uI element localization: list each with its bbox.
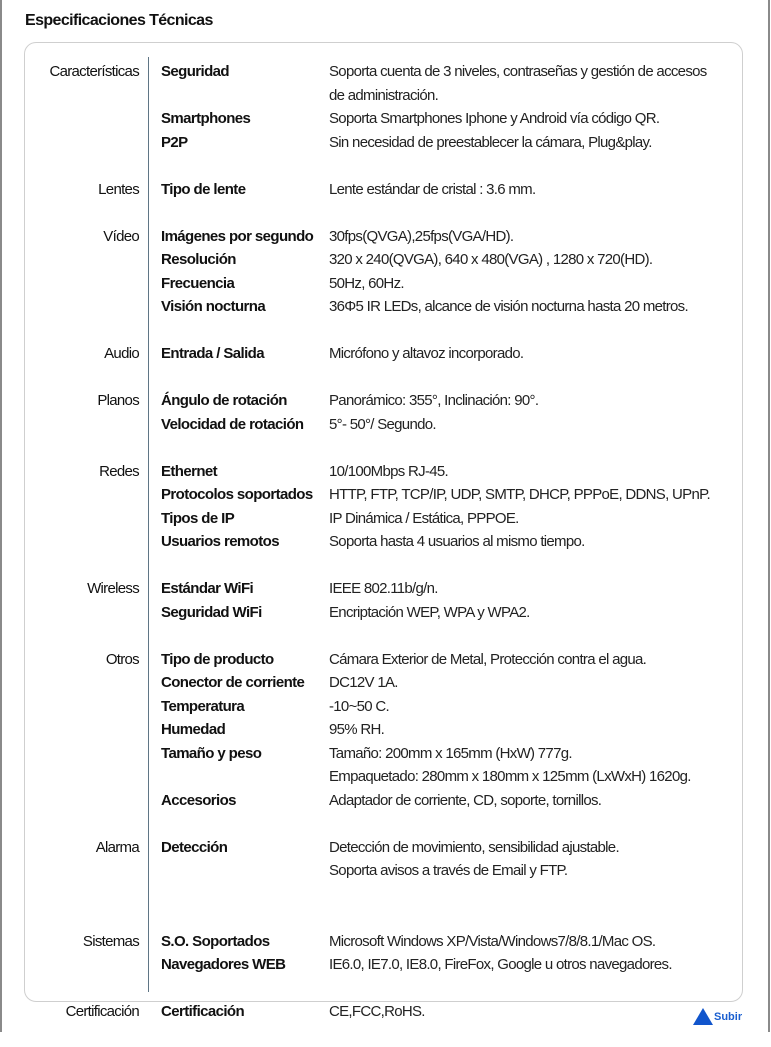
spec-label: Tamaño y peso xyxy=(161,744,262,762)
spec-group xyxy=(0,930,771,977)
spec-label: Entrada / Salida xyxy=(161,345,264,362)
spec-category: Certificación xyxy=(65,1003,139,1020)
spec-category: Sistemas xyxy=(82,932,139,950)
spec-group xyxy=(0,178,771,202)
spec-category: Wireless xyxy=(87,580,139,597)
spec-value: IE6.0, IE7.0, IE8.0, FireFox, Google u otros navegadores. xyxy=(329,956,672,973)
spec-group xyxy=(0,389,771,436)
spec-row xyxy=(0,107,771,131)
spec-group xyxy=(0,577,771,624)
spec-label: Conector de corriente xyxy=(161,674,305,691)
spec-category: Alarma xyxy=(95,838,139,856)
spec-label: Imágenes por segundo xyxy=(161,227,314,245)
spec-label: Detección xyxy=(161,838,228,856)
spec-row xyxy=(0,859,771,883)
spec-label: Protocolos soportados xyxy=(161,486,313,503)
spec-value: IEEE 802.11b/g/n. xyxy=(329,580,438,597)
spec-category: Vídeo xyxy=(103,227,139,245)
spec-label: Tipo de producto xyxy=(161,650,274,668)
spec-label: Visión nocturna xyxy=(161,298,266,315)
spec-group xyxy=(0,225,771,319)
spec-label: Estándar WiFi xyxy=(161,580,254,597)
spec-value: IP Dinámica / Estática, PPPOE. xyxy=(329,509,519,527)
spec-value: Soporta hasta 4 usuarios al mismo tiempo. xyxy=(329,533,585,550)
spec-value: Empaquetado: 280mm x 180mm x 125mm (LxWxH) 1620g. xyxy=(329,768,691,785)
spec-label xyxy=(161,84,329,108)
triangle-up-icon xyxy=(693,1008,713,1025)
spec-row xyxy=(0,765,771,789)
spec-row xyxy=(0,483,771,507)
spec-label: Smartphones xyxy=(161,110,251,127)
spec-value: Micrófono y altavoz incorporado. xyxy=(329,345,524,362)
spec-row xyxy=(0,131,771,155)
spec-value: Tamaño: 200mm x 165mm (HxW) 777g. xyxy=(329,744,572,762)
spec-label: Velocidad de rotación xyxy=(161,415,304,433)
spec-label: Resolución xyxy=(161,251,236,268)
back-to-top-label: Subir xyxy=(714,1010,743,1023)
spec-row xyxy=(0,671,771,695)
spec-value: Encriptación WEP, WPA y WPA2. xyxy=(329,603,530,621)
spec-label: Tipo de lente xyxy=(161,180,246,198)
spec-row xyxy=(0,789,771,813)
spec-row xyxy=(0,742,771,766)
spec-value: 95% RH. xyxy=(329,721,385,738)
spec-value: 30fps(QVGA),25fps(VGA/HD). xyxy=(329,227,514,245)
spec-group xyxy=(0,648,771,813)
spec-value: -10~50 C. xyxy=(329,697,389,715)
spec-label: Ángulo de rotación xyxy=(161,392,287,409)
spec-value: 36Φ5 IR LEDs, alcance de visión nocturna hasta 20 metros. xyxy=(329,298,688,315)
specs-table xyxy=(0,60,771,1047)
spec-value: Soporta avisos a través de Email y FTP. xyxy=(329,862,568,879)
spec-category: Audio xyxy=(104,345,139,362)
spec-label: Humedad xyxy=(161,721,226,738)
spec-row xyxy=(0,295,771,319)
spec-label: Certificación xyxy=(161,1003,245,1020)
spec-label: Frecuencia xyxy=(161,274,235,292)
spec-group xyxy=(0,460,771,554)
spec-label xyxy=(161,859,329,883)
spec-row xyxy=(0,601,771,625)
back-to-top-link[interactable] xyxy=(693,1008,742,1025)
spec-value: 10/100Mbps RJ-45. xyxy=(329,462,449,480)
spec-label: Usuarios remotos xyxy=(161,533,279,550)
spec-value: Detección de movimiento, sensibilidad ajustable. xyxy=(329,838,619,856)
spec-value: Lente estándar de cristal : 3.6 mm. xyxy=(329,180,536,198)
spec-label: Temperatura xyxy=(161,697,245,715)
spec-label: Seguridad WiFi xyxy=(161,603,262,621)
spec-value: 50Hz, 60Hz. xyxy=(329,274,404,292)
spec-value: Sin necesidad de preestablecer la cámara, Plug&play. xyxy=(329,133,652,151)
spec-category: Redes xyxy=(99,462,139,480)
spec-value: 5°- 50°/ Segundo. xyxy=(329,415,436,433)
spec-category: Otros xyxy=(105,650,139,668)
spec-label: P2P xyxy=(161,133,188,151)
spec-row xyxy=(0,248,771,272)
spec-value: Soporta cuenta de 3 niveles, contraseñas y gestión de accesos xyxy=(329,63,707,80)
spec-value: 320 x 240(QVGA), 640 x 480(VGA) , 1280 x 720(HD). xyxy=(329,251,653,268)
spec-value: Microsoft Windows XP/Vista/Windows7/8/8.1/Mac OS. xyxy=(329,932,656,950)
spec-label: Tipos de IP xyxy=(161,509,235,527)
spec-value: HTTP, FTP, TCP/IP, UDP, SMTP, DHCP, PPPoE, DDNS, UPnP. xyxy=(329,486,710,503)
spec-group xyxy=(0,342,771,366)
page-title: Especificaciones Técnicas xyxy=(25,12,213,29)
spec-label: S.O. Soportados xyxy=(161,932,270,950)
spec-row xyxy=(0,883,771,907)
spec-group xyxy=(0,1000,771,1024)
spec-row xyxy=(0,953,771,977)
spec-value: DC12V 1A. xyxy=(329,674,398,691)
spec-row xyxy=(0,272,771,296)
spec-value: Soporta Smartphones Iphone y Android vía código QR. xyxy=(329,110,660,127)
spec-label xyxy=(161,765,329,789)
spec-label: Navegadores WEB xyxy=(161,956,286,973)
spec-group xyxy=(0,60,771,154)
spec-value: Panorámico: 355°, Inclinación: 90°. xyxy=(329,392,539,409)
spec-row xyxy=(0,530,771,554)
spec-group xyxy=(0,836,771,907)
spec-label: Ethernet xyxy=(161,462,218,480)
spec-category: Planos xyxy=(97,392,139,409)
spec-label: Seguridad xyxy=(161,63,229,80)
spec-row xyxy=(0,718,771,742)
spec-value: Adaptador de corriente, CD, soporte, tornillos. xyxy=(329,791,602,809)
spec-row xyxy=(0,695,771,719)
spec-row xyxy=(0,84,771,108)
spec-row xyxy=(0,507,771,531)
spec-value: CE,FCC,RoHS. xyxy=(329,1003,425,1020)
spec-category: Características xyxy=(49,63,139,80)
spec-label xyxy=(161,883,329,907)
spec-value: de administración. xyxy=(329,86,439,104)
spec-value: Cámara Exterior de Metal, Protección contra el agua. xyxy=(329,650,647,668)
spec-label: Accesorios xyxy=(161,791,236,809)
spec-row xyxy=(0,413,771,437)
spec-category: Lentes xyxy=(98,180,139,198)
